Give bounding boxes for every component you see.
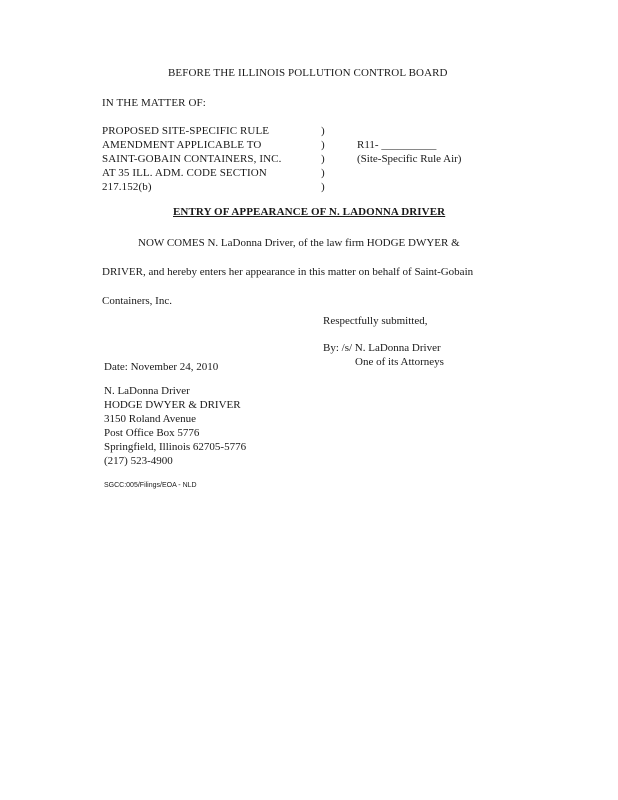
- caption-paren: ): [321, 153, 325, 165]
- document-title: ENTRY OF APPEARANCE OF N. LADONNA DRIVER: [173, 206, 446, 218]
- signature-by: By: /s/ N. LaDonna Driver: [323, 342, 441, 354]
- body-line: Containers, Inc.: [102, 295, 172, 307]
- attorney-line: N. LaDonna Driver: [104, 385, 190, 397]
- caption-line: AT 35 ILL. ADM. CODE SECTION: [102, 167, 267, 179]
- signature-closing: Respectfully submitted,: [323, 315, 428, 327]
- caption-paren: ): [321, 167, 325, 179]
- body-line: NOW COMES N. LaDonna Driver, of the law firm HODGE DWYER &: [138, 237, 460, 249]
- case-type: (Site-Specific Rule Air): [357, 153, 462, 165]
- in-the-matter-label: IN THE MATTER OF:: [102, 97, 206, 109]
- attorney-line: (217) 523-4900: [104, 455, 173, 467]
- signature-role: One of its Attorneys: [355, 356, 444, 368]
- caption-paren: ): [321, 125, 325, 137]
- footer-code: SGCC:005/Filings/EOA - NLD: [104, 482, 197, 489]
- attorney-line: Post Office Box 5776: [104, 427, 200, 439]
- date-line: Date: November 24, 2010: [104, 361, 219, 373]
- attorney-line: 3150 Roland Avenue: [104, 413, 197, 425]
- board-heading: BEFORE THE ILLINOIS POLLUTION CONTROL BOARD: [168, 67, 448, 79]
- caption-paren: ): [321, 139, 325, 151]
- caption-line: AMENDMENT APPLICABLE TO: [102, 139, 262, 151]
- body-line: DRIVER, and hereby enters her appearance in this matter on behalf of Saint-Gobain: [102, 266, 474, 278]
- caption-line: SAINT-GOBAIN CONTAINERS, INC.: [102, 153, 282, 165]
- attorney-line: Springfield, Illinois 62705-5776: [104, 441, 247, 453]
- caption-line: PROPOSED SITE-SPECIFIC RULE: [102, 125, 270, 137]
- caption-line: 217.152(b): [102, 181, 152, 193]
- case-number: R11- __________: [357, 139, 437, 151]
- caption-paren: ): [321, 181, 325, 193]
- attorney-line: HODGE DWYER & DRIVER: [104, 399, 241, 411]
